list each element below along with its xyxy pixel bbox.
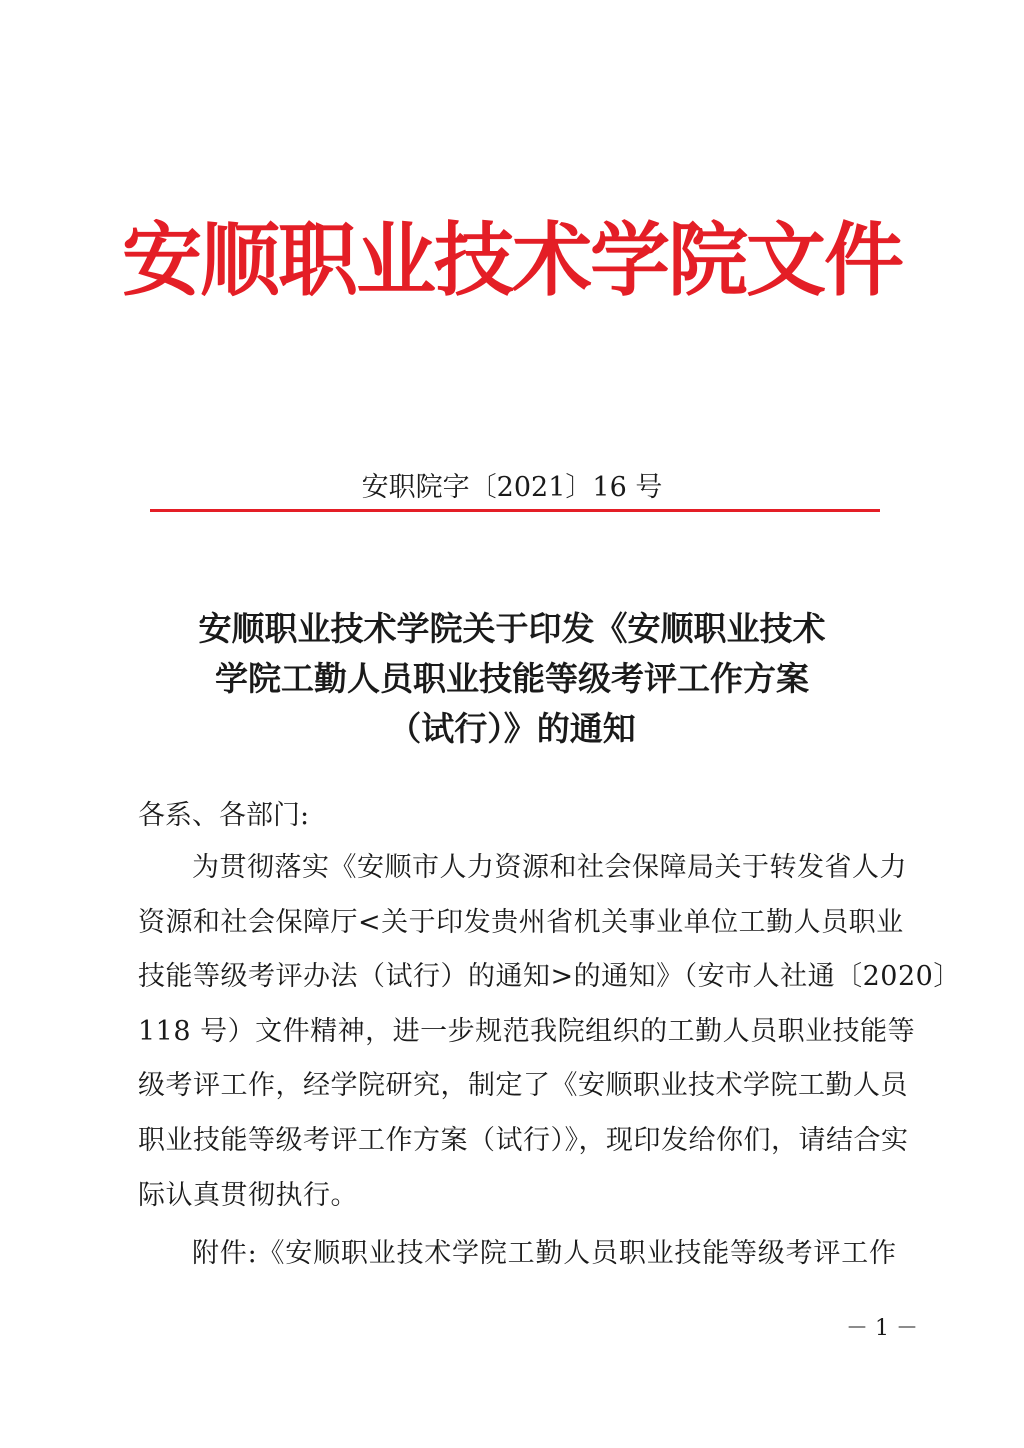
title-line: （试行）》的通知 [388,709,636,748]
body-line: 级考评工作，经学院研究，制定了《安顺职业技术学院工勤人员 [138,1070,908,1102]
salutation: 各系、各部门: [138,800,310,831]
body-line: 118 号）文件精神，进一步规范我院组织的工勤人员职业技能等 [138,1015,916,1047]
body-line: 职业技能等级考评工作方案（试行）》，现印发给你们，请结合实 [138,1124,909,1156]
notice-title [140,604,884,754]
body-line: 际认真贯彻执行。 [138,1179,358,1211]
page-number: － 1 － [846,1316,918,1341]
body-paragraph [138,848,961,1230]
attachment-line: 附件:《安顺职业技术学院工勤人员职业技能等级考评工作 [192,1238,896,1269]
body-line: 为贯彻落实《安顺市人力资源和社会保障局关于转发省人力 [192,852,907,883]
masthead-title: 安顺职业技术学院文件 [122,214,902,307]
document-number: 安职院字〔2021〕16 号 [361,472,663,503]
red-divider-rule [150,509,880,512]
body-line: 资源和社会保障厅<关于印发贵州省机关事业单位工勤人员职业 [138,906,904,938]
title-line: 安顺职业技术学院关于印发《安顺职业技术 [198,609,826,648]
title-line: 学院工勤人员职业技能等级考评工作方案 [215,659,809,698]
body-line: 技能等级考评办法（试行）的通知>的通知》（安市人社通〔2020〕 [138,961,961,993]
